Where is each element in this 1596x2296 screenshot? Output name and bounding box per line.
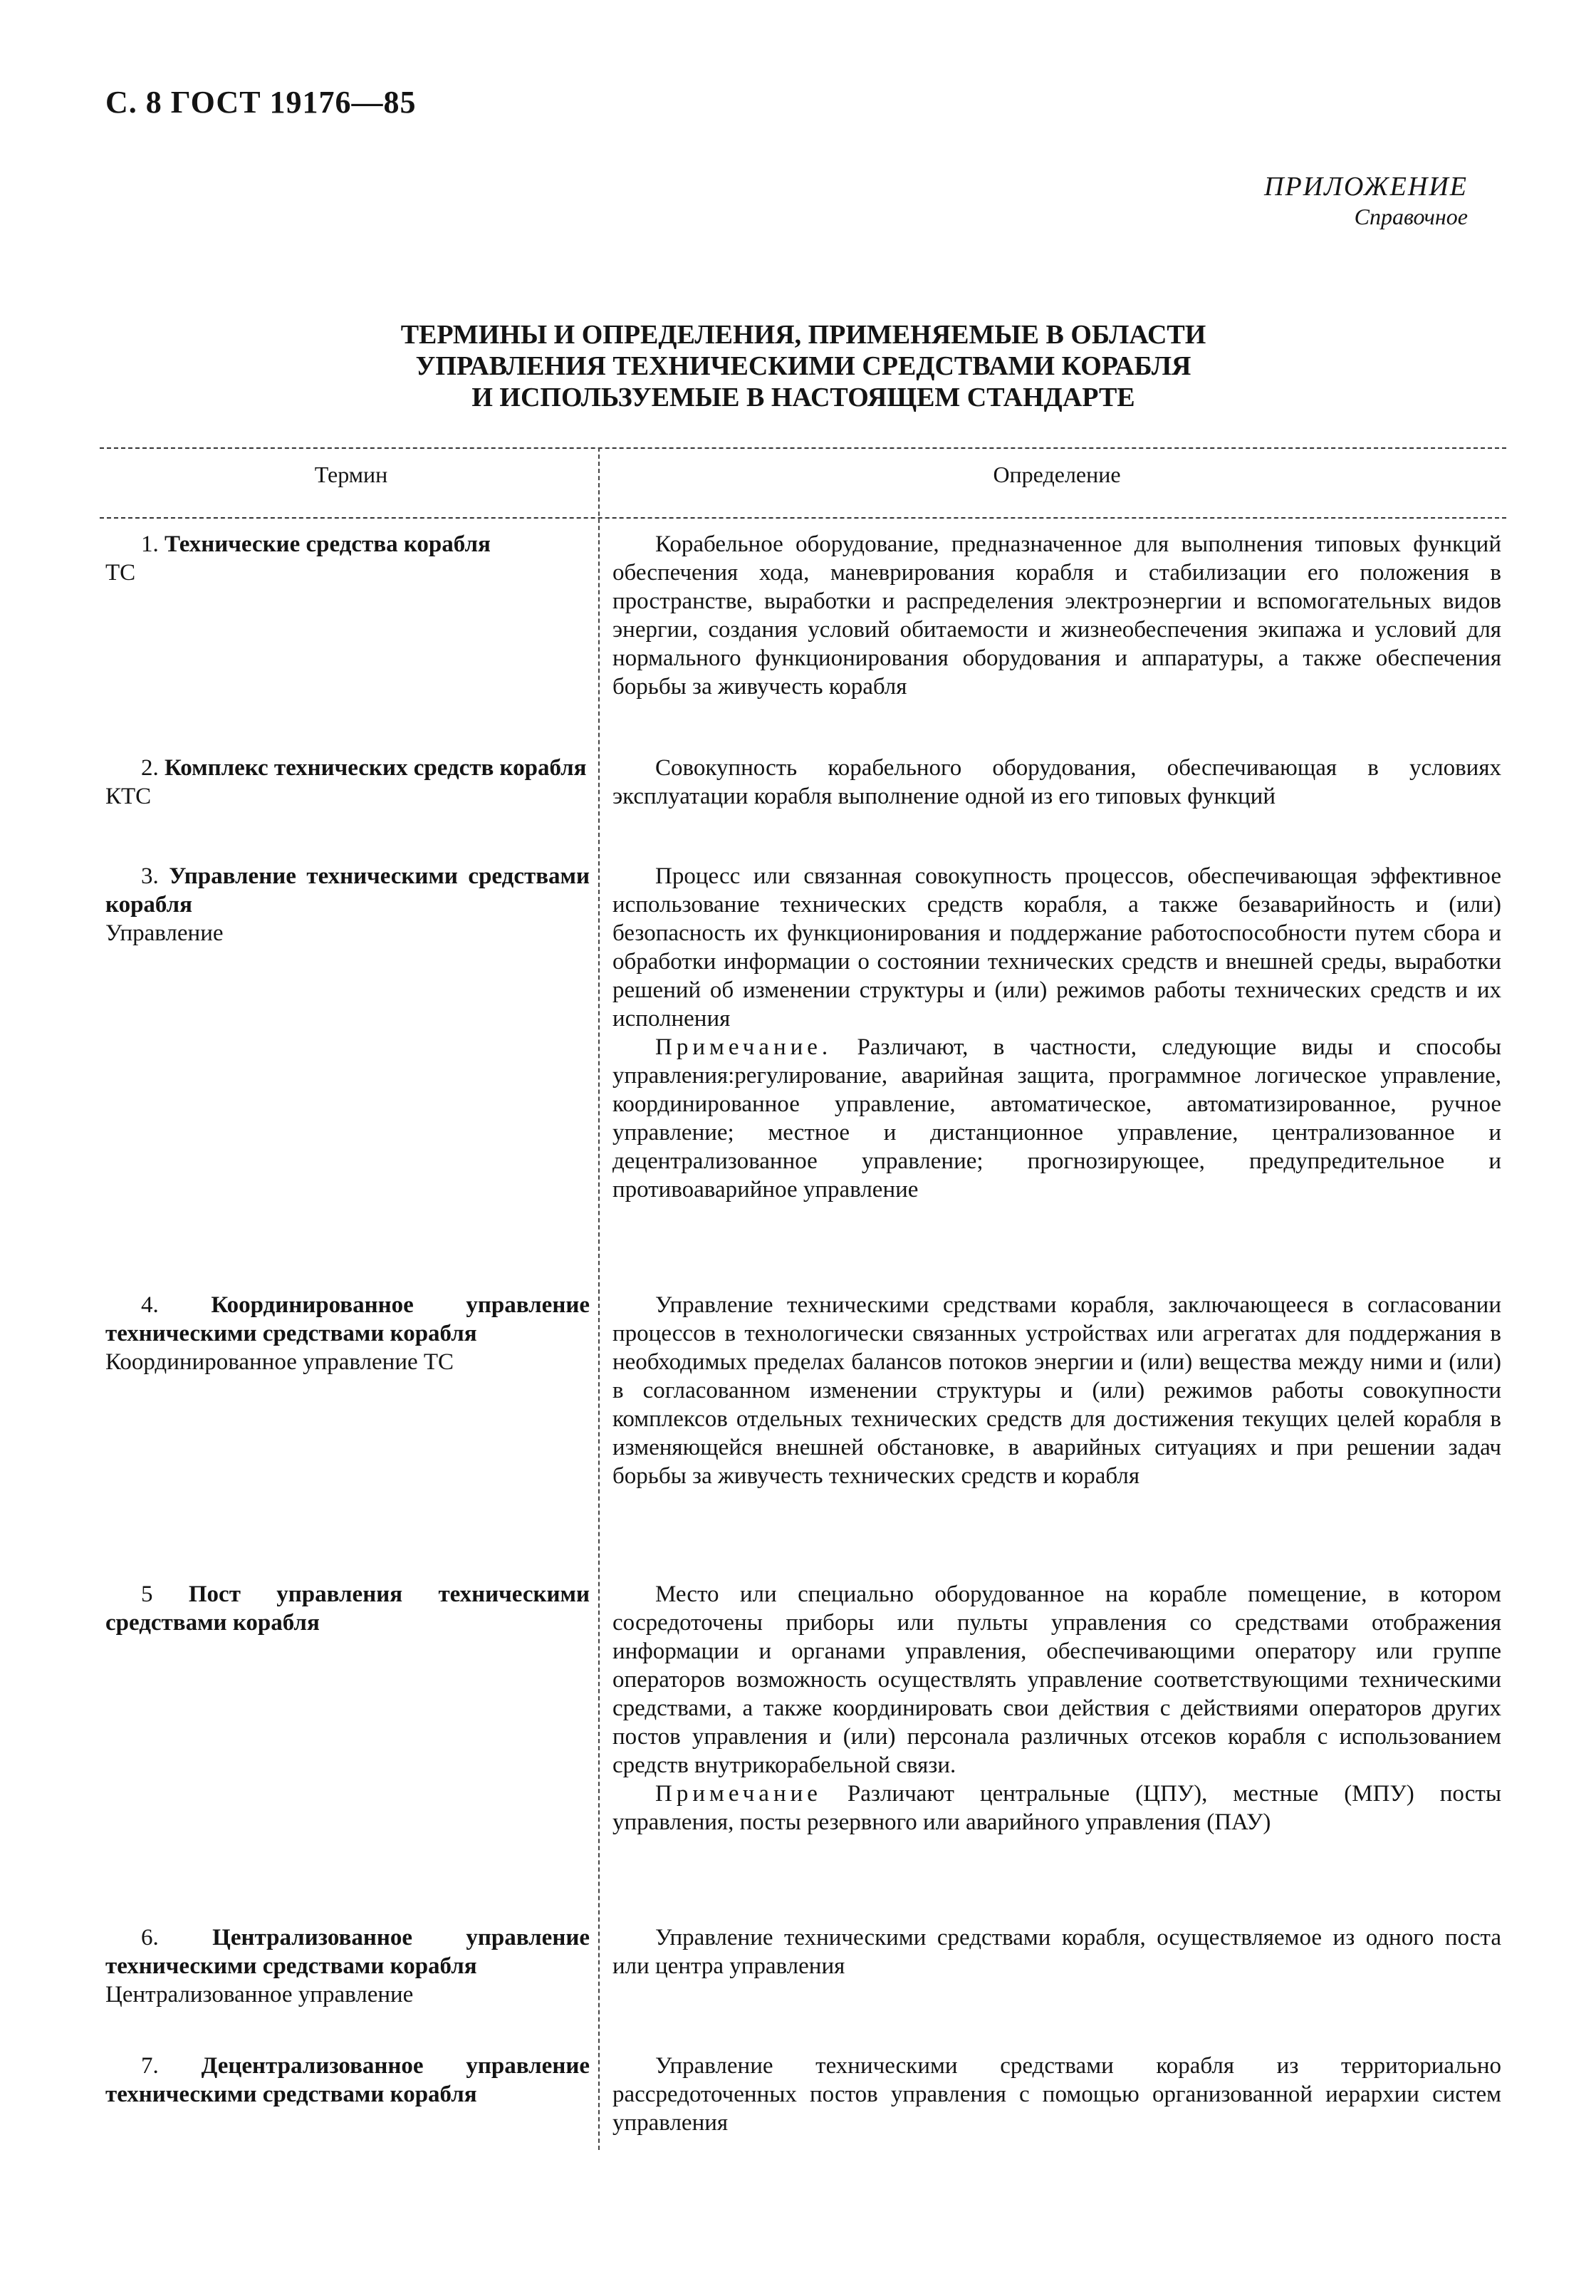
definition-text: Совокупность корабельного оборудования, обеспечивающая в условиях эксплуатации корабля выполнение одной из его типовых функций	[612, 755, 1501, 809]
title-line-3: И ИСПОЛЬЗУЕМЫЕ В НАСТОЯЩЕМ СТАНДАРТЕ	[471, 383, 1135, 412]
term-cell	[105, 754, 590, 811]
term-name: Пост управления техническими средствами корабля	[105, 1581, 590, 1636]
term-cell	[105, 530, 590, 587]
table-header-rule	[100, 517, 1506, 519]
term-abbreviation: КТС	[105, 784, 152, 809]
term-abbreviation: Координированное управление ТС	[105, 1349, 454, 1375]
term-name: Управление техническими средствами корабля	[105, 863, 590, 918]
appendix-title: ПРИЛОЖЕНИЕ	[1264, 172, 1468, 202]
definition-text: Процесс или связанная совокупность процессов, обеспечивающая эффективное использование технических средств корабля, а также безаварийность и (или) безопасность их функционирования и поддержание работоспособности путем сбора и обработки информации о состоянии технических средств и внешней среды, выработки решений об изменении структуры и (или) режимов работы технических средств и их исполнения	[612, 863, 1501, 1032]
appendix-subtitle: Справочное	[1354, 204, 1468, 229]
term-abbreviation: Управление	[105, 920, 224, 946]
definition-note	[612, 1033, 1501, 1204]
title-line-2: УПРАВЛЕНИЯ ТЕХНИЧЕСКИМИ СРЕДСТВАМИ КОРАБЛЯ	[415, 351, 1191, 381]
definition-text: Управление техническими средствами корабля из территориально рассредоточенных постов управления с помощью организованной иерархии систем управления	[612, 2053, 1501, 2136]
note-text: Различают центральные (ЦПУ), местные (МПУ) посты управления, посты резервного или аварийного управления (ПАУ)	[612, 1781, 1501, 1835]
term-number: 5	[141, 1581, 153, 1607]
term-name: Централизованное управление техническими средствами корабля	[105, 1925, 590, 1979]
column-divider	[598, 447, 600, 2150]
definition-cell	[612, 1291, 1501, 1490]
definition-cell	[612, 1580, 1501, 1837]
table-top-rule	[100, 447, 1506, 449]
term-name: Координированное управление техническими средствами корабля	[105, 1292, 590, 1346]
column-header-definition: Определение	[993, 462, 1121, 487]
term-cell	[105, 1580, 590, 1637]
document-title	[105, 319, 1501, 413]
term-number: 1.	[141, 531, 159, 557]
definition-cell	[612, 2052, 1501, 2137]
term-number: 4.	[141, 1292, 159, 1318]
term-number: 2.	[141, 755, 159, 781]
definition-note	[612, 1780, 1501, 1837]
definition-text: Управление техническими средствами корабля, заключающееся в согласовании процессов в технологически связанных устройствах или агрегатах для поддержания в необходимых пределах балансов потоков энергии и (или) вещества между ними и (или) в согласованном изменении структуры и (или) режимов работы совокупности комплексов отдельных технических средств для достижения текущих целей корабля в изменяющейся внешней обстановке, в аварийных ситуациях и при решении задач борьбы за живучесть технических средств и корабля	[612, 1292, 1501, 1489]
term-number: 7.	[141, 2053, 159, 2079]
appendix-label	[1264, 171, 1468, 230]
term-cell	[105, 2052, 590, 2109]
page-header: С. 8 ГОСТ 19176—85	[105, 85, 417, 120]
note-label: Примечание.	[655, 1034, 833, 1060]
term-name: Комплекс технических средств корабля	[165, 755, 587, 781]
term-number: 6.	[141, 1925, 159, 1950]
term-abbreviation: ТС	[105, 560, 136, 586]
term-cell	[105, 1923, 590, 2009]
definition-cell	[612, 754, 1501, 811]
definition-cell	[612, 530, 1501, 701]
term-cell	[105, 862, 590, 947]
note-label: Примечание	[655, 1781, 822, 1807]
term-name: Децентрализованное управление техническими средствами корабля	[105, 2053, 590, 2107]
term-name: Технические средства корабля	[165, 531, 491, 557]
term-number: 3.	[141, 863, 159, 889]
definition-cell	[612, 1923, 1501, 1980]
definition-text: Корабельное оборудование, предназначенное для выполнения типовых функций обеспечения хода, маневрирования корабля и стабилизации его положения в пространстве, выработки и распределения электроэнергии и вспомогательных видов энергии, создания условий обитаемости и жизнеобеспечения экипажа и условий для нормального функционирования оборудования и аппаратуры, а также обеспечения борьбы за живучесть корабля	[612, 531, 1501, 700]
column-header-term: Термин	[314, 462, 388, 487]
definition-cell	[612, 862, 1501, 1204]
term-abbreviation: Централизованное управление	[105, 1982, 414, 2007]
title-line-1: ТЕРМИНЫ И ОПРЕДЕЛЕНИЯ, ПРИМЕНЯЕМЫЕ В ОБЛАСТИ	[400, 320, 1206, 350]
definition-text: Управление техническими средствами корабля, осуществляемое из одного поста или центра управления	[612, 1925, 1501, 1979]
definition-text: Место или специально оборудованное на корабле помещение, в котором сосредоточены приборы или пульты управления со средствами отображения информации и органами управления, обеспечивающими оператору или группе операторов возможность осуществлять управление соответствующими техническими средствами, а также координировать свои действия с действиями операторов других постов управления и (или) персонала различных отсеков корабля с использованием средств внутрикорабельной связи.	[612, 1581, 1501, 1778]
term-cell	[105, 1291, 590, 1376]
note-text: Различают, в частности, следующие виды и способы управления:регулирование, аварийная защита, программное логическое управление, координированное управление, автоматическое, автоматизированное, ручное управление; местное и дистанционное управление, централизованное и децентрализованное управление; прогнозирующее, предупредительное и противоаварийное управление	[612, 1034, 1502, 1202]
